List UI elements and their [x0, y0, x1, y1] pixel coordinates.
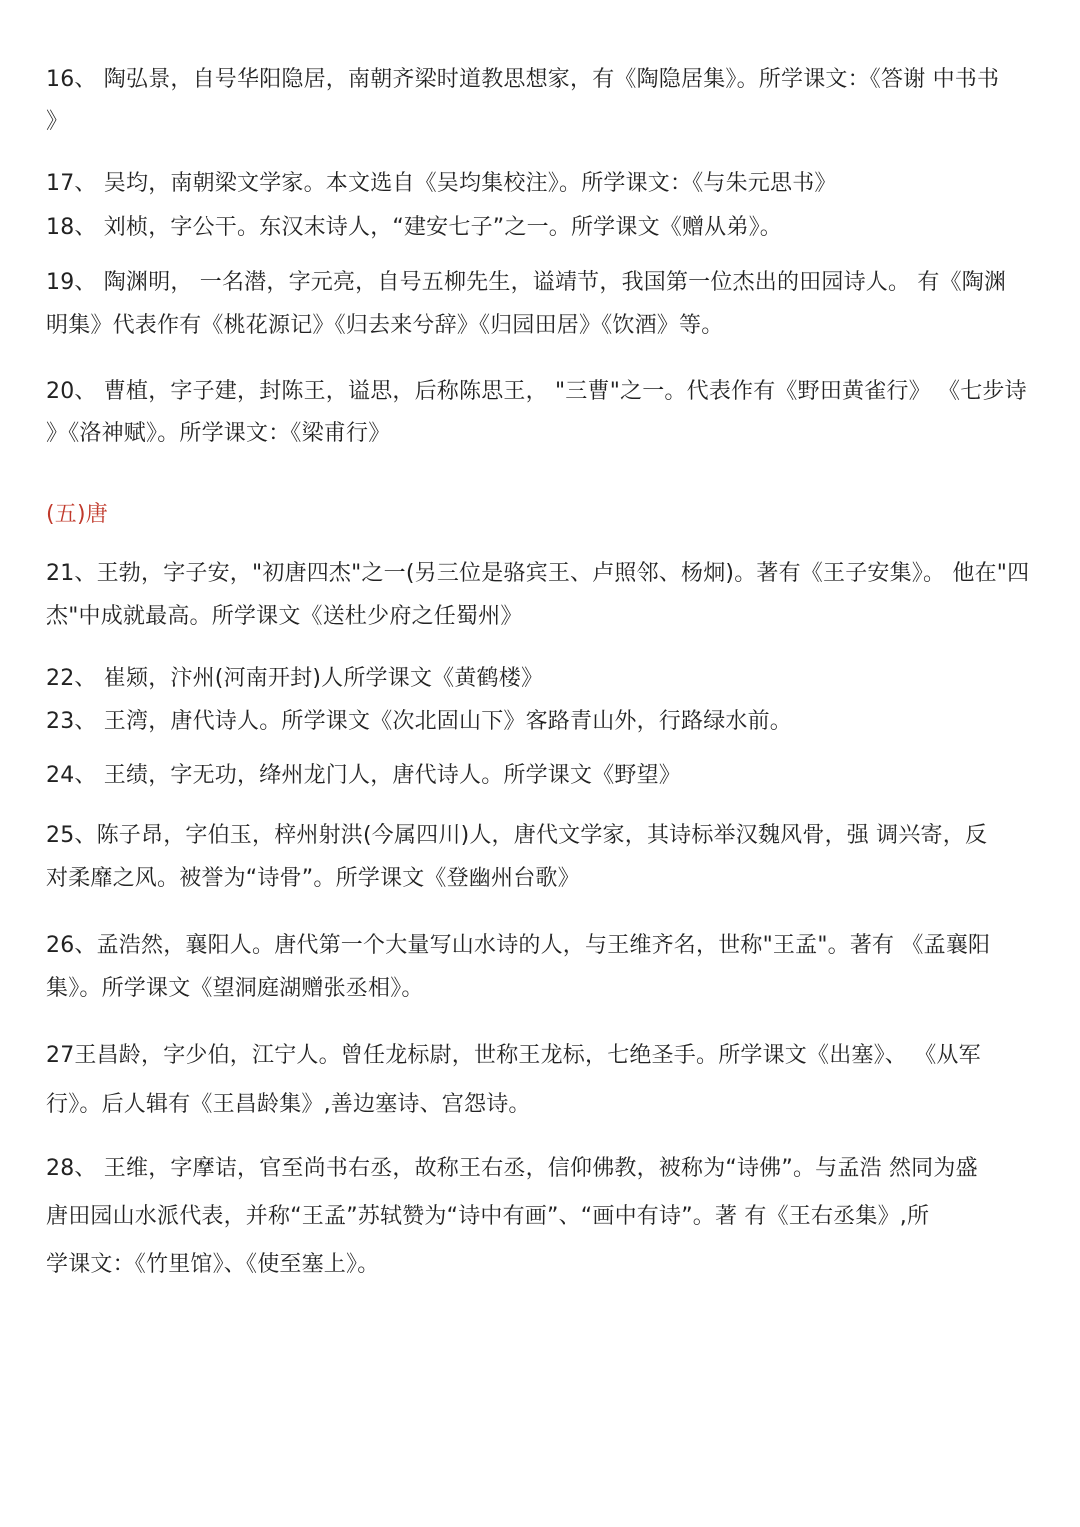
entry-16-line-2: 》 [46, 109, 69, 134]
entry-20-line-2: 》《洛神赋》。所学课文：《梁甫行》 [46, 421, 391, 446]
entry-21-line-1: 21、王勃，字子安，"初唐四杰"之一(另三位是骆宾王、卢照邻、杨炯)。著有《王子安集》。 他在"四 [46, 561, 1030, 586]
entry-23-line-1: 23、 王湾，唐代诗人。所学课文《次北固山下》客路青山外，行路绿水前。 [46, 709, 792, 734]
entry-27-line-2: 行》。后人辑有《王昌龄集》,善边塞诗、宫怨诗。 [46, 1092, 531, 1117]
section-heading-tang: (五)唐 [46, 502, 108, 527]
entry-28-line-3: 学课文：《竹里馆》、《使至塞上》。 [46, 1252, 380, 1277]
entry-26-line-1: 26、孟浩然，襄阳人。唐代第一个大量写山水诗的人，与王维齐名，世称"王孟"。著有 《孟襄阳 [46, 933, 991, 958]
entry-19-line-2: 明集》代表作有《桃花源记》《归去来兮辞》《归园田居》《饮酒》等。 [46, 313, 724, 338]
entry-26-line-2: 集》。所学课文《望洞庭湖赠张丞相》。 [46, 976, 424, 1001]
entry-25-line-1: 25、陈子昂，字伯玉，梓州射洪(今属四川)人，唐代文学家，其诗标举汉魏风骨，强 调兴寄，反 [46, 823, 988, 848]
entry-20-line-1: 20、 曹植，字子建，封陈王，谥思，后称陈思王， "三曹"之一。代表作有《野田黄雀行》 《七步诗 [46, 379, 1027, 404]
entry-16-line-1: 16、 陶弘景，自号华阳隐居，南朝齐梁时道教思想家，有《陶隐居集》。所学课文：《答谢 中书书 [46, 67, 1000, 92]
entry-25-line-2: 对柔靡之风。被誉为“诗骨”。所学课文《登幽州台歌》 [46, 866, 580, 891]
entry-19-line-1: 19、 陶渊明， 一名潜，字元亮，自号五柳先生，谥靖节，我国第一位杰出的田园诗人。 有《陶渊 [46, 270, 1007, 295]
entry-22-line-1: 22、 崔颎，汴州(河南开封)人所学课文《黄鹤楼》 [46, 666, 544, 691]
entry-28-line-2: 唐田园山水派代表，并称“王孟”苏轼赞为“诗中有画”、“画中有诗”。著 有《王右丞集》,所 [46, 1204, 930, 1229]
entry-17-line-1: 17、 吴均，南朝梁文学家。本文选自《吴均集校注》。所学课文：《与朱元思书》 [46, 171, 837, 196]
entry-18-line-1: 18、 刘桢，字公干。东汉末诗人，“建安七子”之一。所学课文《赠从弟》。 [46, 215, 782, 240]
entry-21-line-2: 杰"中成就最高。所学课文《送杜少府之任蜀州》 [46, 604, 523, 629]
entry-24-line-1: 24、 王绩，字无功，绛州龙门人，唐代诗人。所学课文《野望》 [46, 763, 681, 788]
entry-27-line-1: 27王昌龄，字少伯，江宁人。曾任龙标尉，世称王龙标，七绝圣手。所学课文《出塞》、 《从军 [46, 1043, 981, 1068]
entry-28-line-1: 28、 王维，字摩诘，官至尚书右丞，故称王右丞，信仰佛教，被称为“诗佛”。与孟浩 然同为盛 [46, 1156, 978, 1181]
